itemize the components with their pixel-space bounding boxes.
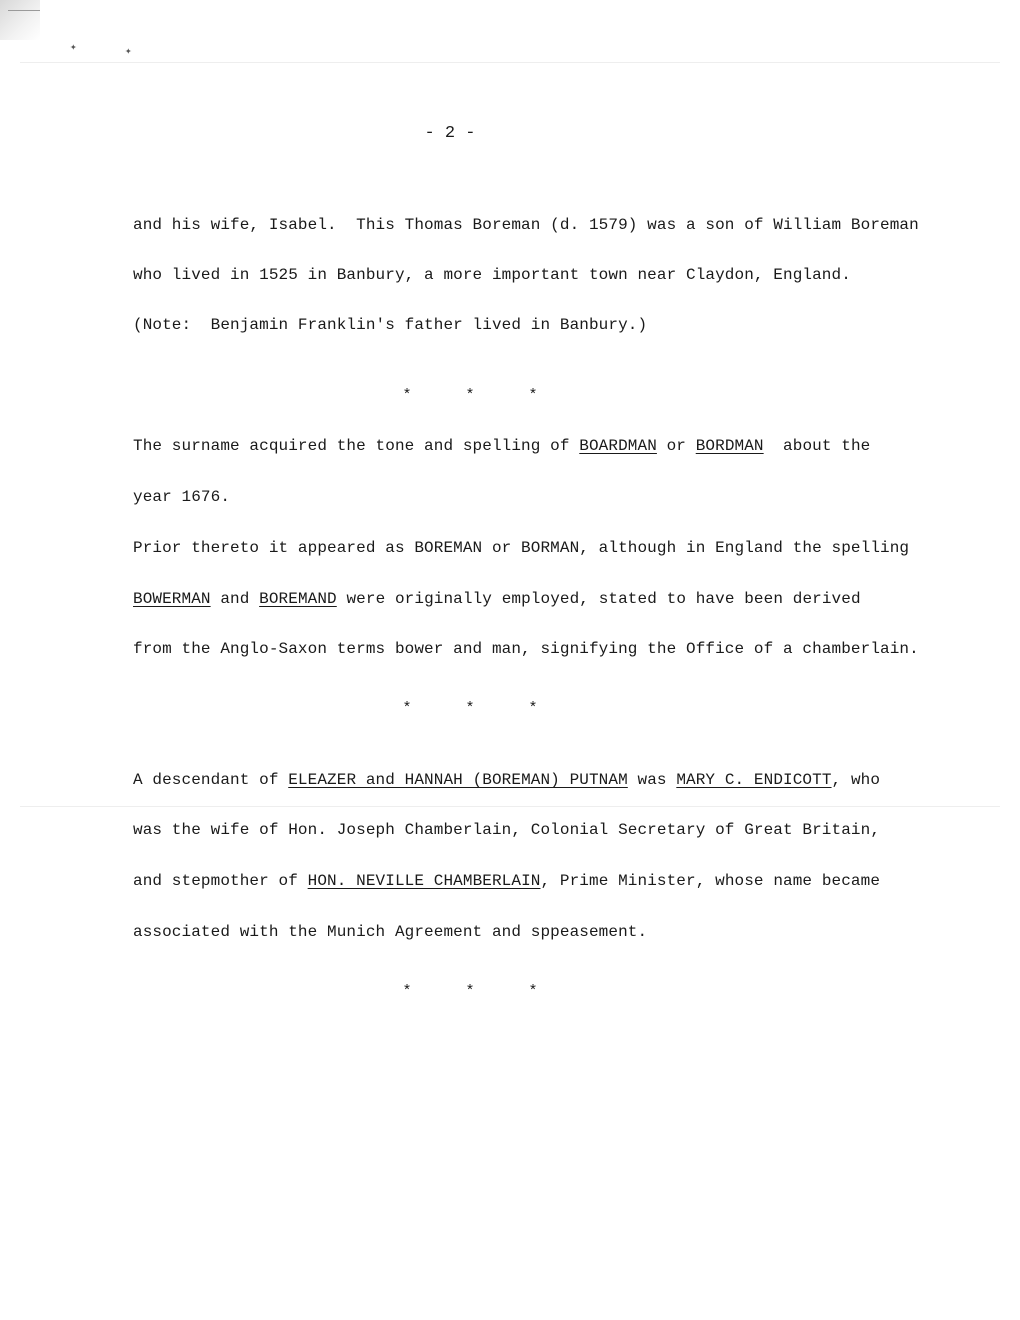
scan-artifact-line <box>20 806 1000 807</box>
underlined-name-bordman: BORDMAN <box>695 437 764 455</box>
paragraph-1-line-3: (Note: Benjamin Franklin's father lived in Banbury.) <box>133 316 648 334</box>
underlined-name-neville-chamberlain: HON. NEVILLE CHAMBERLAIN <box>307 872 541 890</box>
paragraph-3-line-3: from the Anglo-Saxon terms bower and man, signifying the Office of a chamberlain. <box>133 640 919 658</box>
scan-corner-mark <box>8 10 40 11</box>
paragraph-2-line-1 <box>133 437 870 455</box>
section-separator <box>400 700 540 717</box>
paragraph-1-line-1: and his wife, Isabel. This Thomas Boreman (d. 1579) was a son of William Boreman <box>133 216 919 234</box>
text: , Prime Minister, whose name became <box>540 872 881 890</box>
text: The surname acquired the tone and spelling of <box>133 437 580 455</box>
underlined-name-bowerman: BOWERMAN <box>133 590 211 608</box>
separator-star: * <box>465 983 475 1000</box>
paragraph-4-line-4: associated with the Munich Agreement and sppeasement. <box>133 923 648 941</box>
scan-corner-shadow <box>0 0 40 40</box>
paragraph-3-line-1: Prior thereto it appeared as BOREMAN or BORMAN, although in England the spelling <box>133 539 910 557</box>
underlined-name-boremand: BOREMAND <box>259 590 337 608</box>
text: was <box>627 771 677 789</box>
separator-star: * <box>528 700 538 717</box>
text: or <box>656 437 696 455</box>
scan-artifact-line <box>20 62 1000 63</box>
scan-speck: ✦ <box>125 46 132 58</box>
separator-star: * <box>465 700 475 717</box>
text: and <box>210 590 260 608</box>
separator-star: * <box>528 983 538 1000</box>
separator-star: * <box>402 700 412 717</box>
paragraph-4-line-3 <box>133 872 880 890</box>
text: , who <box>831 771 881 789</box>
scan-speck: ✦ <box>70 42 77 54</box>
separator-star: * <box>528 387 538 404</box>
text: about the <box>763 437 871 455</box>
separator-star: * <box>402 387 412 404</box>
underlined-name-putnam: ELEAZER and HANNAH (BOREMAN) PUTNAM <box>288 771 628 789</box>
underlined-name-endicott: MARY C. ENDICOTT <box>676 771 832 789</box>
separator-star: * <box>402 983 412 1000</box>
paragraph-4-line-2: was the wife of Hon. Joseph Chamberlain, Colonial Secretary of Great Britain, <box>133 821 881 839</box>
section-separator <box>400 387 540 404</box>
separator-star: * <box>465 387 475 404</box>
text: and stepmother of <box>133 872 308 890</box>
underlined-name-boardman: BOARDMAN <box>579 437 657 455</box>
paragraph-3-line-2 <box>133 590 861 608</box>
paragraph-1-line-2: who lived in 1525 in Banbury, a more important town near Claydon, England. <box>133 266 851 284</box>
page-number: - 2 - <box>424 124 476 143</box>
paragraph-4-line-1 <box>133 771 880 789</box>
text: were originally employed, stated to have been derived <box>336 590 861 608</box>
text: A descendant of <box>133 771 289 789</box>
paragraph-2-line-2: year 1676. <box>133 488 231 506</box>
section-separator <box>400 983 540 1000</box>
